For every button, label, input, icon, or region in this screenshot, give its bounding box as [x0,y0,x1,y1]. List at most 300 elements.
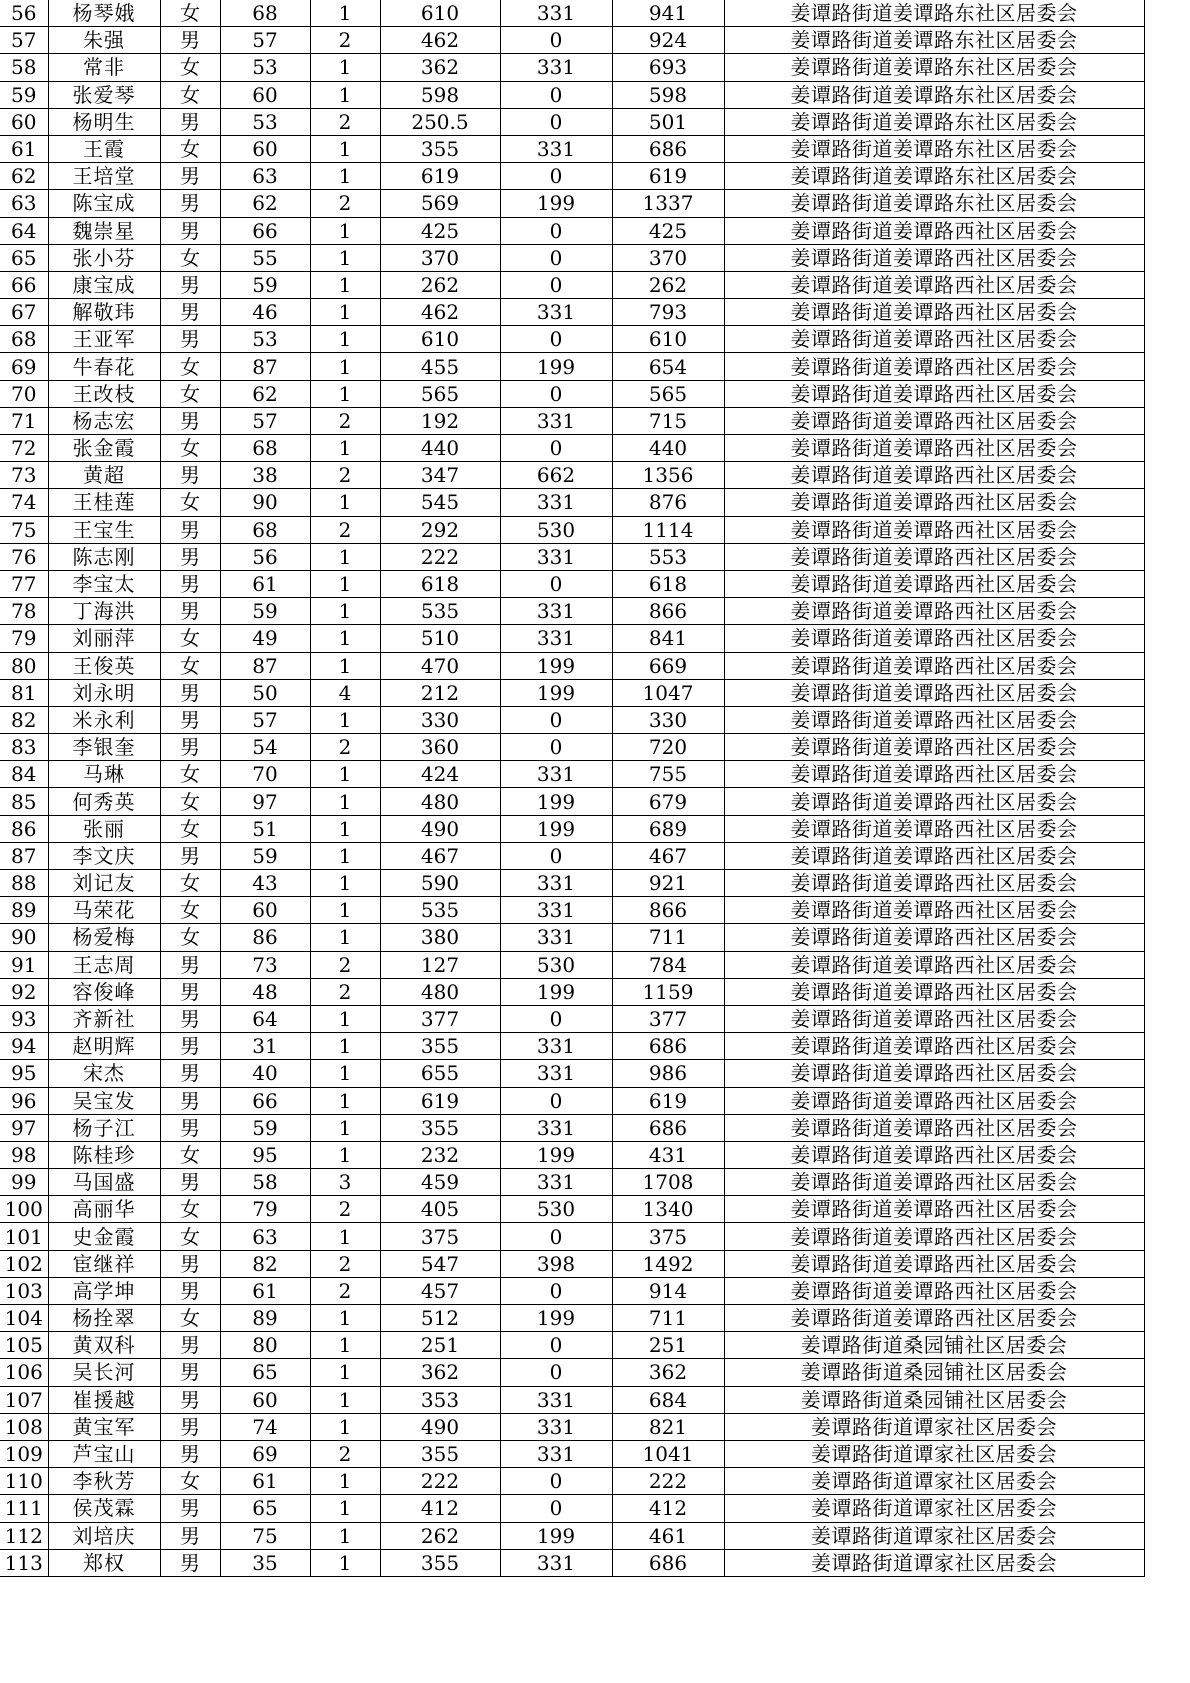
person-name-cell: 马琳 [48,761,160,788]
person-name-cell: 杨子江 [48,1114,160,1141]
income-cell: 355 [380,1549,500,1576]
subsidy-cell: 0 [500,271,612,298]
total-amount-cell: 755 [612,761,724,788]
total-amount-cell: 610 [612,326,724,353]
income-cell: 480 [380,788,500,815]
table-row [0,1169,1144,1196]
income-cell: 347 [380,462,500,489]
income-cell: 610 [380,326,500,353]
age-cell: 49 [220,625,310,652]
person-name-cell: 张丽 [48,815,160,842]
subsidy-cell: 331 [500,54,612,81]
age-cell: 57 [220,27,310,54]
income-cell: 127 [380,951,500,978]
total-amount-cell: 924 [612,27,724,54]
person-name-cell: 芦宝山 [48,1440,160,1467]
subsidy-cell: 0 [500,27,612,54]
subsidy-cell: 199 [500,652,612,679]
table-row [0,788,1144,815]
table-row [0,842,1144,869]
subsidy-cell: 0 [500,706,612,733]
community-office-cell: 姜谭路街道姜谭路东社区居委会 [724,81,1144,108]
community-office-cell: 姜谭路街道姜谭路西社区居委会 [724,1250,1144,1277]
row-number-cell: 73 [0,462,48,489]
income-cell: 355 [380,1440,500,1467]
household-size-cell: 1 [310,1005,380,1032]
row-number-cell: 92 [0,978,48,1005]
table-row [0,380,1144,407]
community-office-cell: 姜谭路街道姜谭路西社区居委会 [724,897,1144,924]
table-row [0,407,1144,434]
community-office-cell: 姜谭路街道桑园铺社区居委会 [724,1359,1144,1386]
subsidy-cell: 331 [500,543,612,570]
household-size-cell: 1 [310,761,380,788]
total-amount-cell: 425 [612,217,724,244]
community-office-cell: 姜谭路街道姜谭路西社区居委会 [724,516,1144,543]
table-row [0,734,1144,761]
subsidy-cell: 0 [500,1087,612,1114]
total-amount-cell: 711 [612,1305,724,1332]
gender-cell: 男 [160,1522,220,1549]
total-amount-cell: 684 [612,1386,724,1413]
household-size-cell: 1 [310,788,380,815]
subsidy-cell: 0 [500,244,612,271]
income-cell: 330 [380,706,500,733]
household-size-cell: 2 [310,190,380,217]
income-cell: 192 [380,407,500,434]
age-cell: 56 [220,543,310,570]
person-name-cell: 高学坤 [48,1277,160,1304]
table-row [0,326,1144,353]
household-size-cell: 1 [310,598,380,625]
gender-cell: 男 [160,1033,220,1060]
row-number-cell: 106 [0,1359,48,1386]
subsidy-cell: 530 [500,516,612,543]
gender-cell: 男 [160,706,220,733]
row-number-cell: 100 [0,1196,48,1223]
income-cell: 262 [380,271,500,298]
income-cell: 619 [380,163,500,190]
gender-cell: 男 [160,516,220,543]
table-row [0,353,1144,380]
row-number-cell: 108 [0,1413,48,1440]
household-size-cell: 1 [310,81,380,108]
community-office-cell: 姜谭路街道桑园铺社区居委会 [724,1386,1144,1413]
table-row [0,761,1144,788]
row-number-cell: 72 [0,435,48,462]
gender-cell: 女 [160,1141,220,1168]
income-cell: 292 [380,516,500,543]
person-name-cell: 王亚军 [48,326,160,353]
row-number-cell: 61 [0,135,48,162]
total-amount-cell: 565 [612,380,724,407]
age-cell: 69 [220,1440,310,1467]
row-number-cell: 63 [0,190,48,217]
row-number-cell: 64 [0,217,48,244]
table-row [0,217,1144,244]
person-name-cell: 黄宝军 [48,1413,160,1440]
gender-cell: 男 [160,842,220,869]
gender-cell: 女 [160,815,220,842]
age-cell: 46 [220,299,310,326]
total-amount-cell: 720 [612,734,724,761]
person-name-cell: 黄双科 [48,1332,160,1359]
age-cell: 68 [220,0,310,27]
income-cell: 590 [380,870,500,897]
age-cell: 80 [220,1332,310,1359]
subsidy-cell: 530 [500,951,612,978]
row-number-cell: 77 [0,570,48,597]
household-size-cell: 1 [310,1522,380,1549]
row-number-cell: 105 [0,1332,48,1359]
household-size-cell: 1 [310,163,380,190]
community-office-cell: 姜谭路街道姜谭路东社区居委会 [724,0,1144,27]
income-cell: 565 [380,380,500,407]
table-row [0,435,1144,462]
community-office-cell: 姜谭路街道姜谭路西社区居委会 [724,679,1144,706]
subsidy-cell: 199 [500,353,612,380]
household-size-cell: 2 [310,27,380,54]
household-size-cell: 1 [310,1386,380,1413]
row-number-cell: 62 [0,163,48,190]
table-row [0,1305,1144,1332]
household-size-cell: 1 [310,54,380,81]
total-amount-cell: 841 [612,625,724,652]
row-number-cell: 111 [0,1495,48,1522]
row-number-cell: 84 [0,761,48,788]
person-name-cell: 高丽华 [48,1196,160,1223]
age-cell: 60 [220,81,310,108]
age-cell: 51 [220,815,310,842]
row-number-cell: 79 [0,625,48,652]
community-office-cell: 姜谭路街道谭家社区居委会 [724,1468,1144,1495]
community-office-cell: 姜谭路街道姜谭路西社区居委会 [724,1196,1144,1223]
gender-cell: 男 [160,1359,220,1386]
row-number-cell: 94 [0,1033,48,1060]
table-row [0,1114,1144,1141]
subsidy-cell: 199 [500,815,612,842]
age-cell: 60 [220,897,310,924]
income-cell: 375 [380,1223,500,1250]
person-name-cell: 米永利 [48,706,160,733]
gender-cell: 女 [160,924,220,951]
person-name-cell: 黄超 [48,462,160,489]
table-row [0,897,1144,924]
person-name-cell: 康宝成 [48,271,160,298]
person-name-cell: 马荣花 [48,897,160,924]
community-office-cell: 姜谭路街道谭家社区居委会 [724,1549,1144,1576]
community-office-cell: 姜谭路街道姜谭路东社区居委会 [724,190,1144,217]
gender-cell: 女 [160,870,220,897]
community-office-cell: 姜谭路街道姜谭路西社区居委会 [724,1033,1144,1060]
total-amount-cell: 370 [612,244,724,271]
person-name-cell: 王霞 [48,135,160,162]
table-row [0,1495,1144,1522]
gender-cell: 男 [160,27,220,54]
gender-cell: 女 [160,1223,220,1250]
income-cell: 232 [380,1141,500,1168]
person-name-cell: 杨琴娥 [48,0,160,27]
age-cell: 75 [220,1522,310,1549]
row-number-cell: 87 [0,842,48,869]
person-name-cell: 张爱琴 [48,81,160,108]
total-amount-cell: 431 [612,1141,724,1168]
community-office-cell: 姜谭路街道姜谭路西社区居委会 [724,761,1144,788]
community-office-cell: 姜谭路街道姜谭路西社区居委会 [724,543,1144,570]
person-name-cell: 刘培庆 [48,1522,160,1549]
subsidy-cell: 0 [500,1223,612,1250]
row-number-cell: 109 [0,1440,48,1467]
total-amount-cell: 693 [612,54,724,81]
subsidy-cell: 331 [500,625,612,652]
community-office-cell: 姜谭路街道姜谭路西社区居委会 [724,815,1144,842]
income-cell: 480 [380,978,500,1005]
community-office-cell: 姜谭路街道姜谭路西社区居委会 [724,570,1144,597]
income-cell: 462 [380,27,500,54]
age-cell: 65 [220,1359,310,1386]
table-row [0,190,1144,217]
row-number-cell: 71 [0,407,48,434]
table-row [0,0,1144,27]
subsidy-cell: 331 [500,407,612,434]
row-number-cell: 102 [0,1250,48,1277]
subsidy-cell: 199 [500,788,612,815]
person-name-cell: 赵明辉 [48,1033,160,1060]
table-row [0,1033,1144,1060]
table-row [0,1277,1144,1304]
age-cell: 35 [220,1549,310,1576]
community-office-cell: 姜谭路街道谭家社区居委会 [724,1440,1144,1467]
subsidy-cell: 199 [500,1522,612,1549]
subsidy-cell: 331 [500,761,612,788]
household-size-cell: 1 [310,652,380,679]
household-size-cell: 1 [310,1141,380,1168]
age-cell: 66 [220,1087,310,1114]
row-number-cell: 86 [0,815,48,842]
community-office-cell: 姜谭路街道姜谭路西社区居委会 [724,1087,1144,1114]
age-cell: 62 [220,190,310,217]
person-name-cell: 张小芬 [48,244,160,271]
household-size-cell: 1 [310,1332,380,1359]
income-cell: 535 [380,897,500,924]
household-size-cell: 1 [310,706,380,733]
subsidy-cell: 331 [500,135,612,162]
subsidy-cell: 0 [500,734,612,761]
person-name-cell: 陈志刚 [48,543,160,570]
household-size-cell: 1 [310,380,380,407]
household-size-cell: 1 [310,570,380,597]
household-size-cell: 1 [310,815,380,842]
total-amount-cell: 686 [612,1033,724,1060]
community-office-cell: 姜谭路街道姜谭路西社区居委会 [724,625,1144,652]
household-size-cell: 1 [310,435,380,462]
table-row [0,462,1144,489]
age-cell: 59 [220,598,310,625]
household-size-cell: 1 [310,1114,380,1141]
community-office-cell: 姜谭路街道姜谭路西社区居委会 [724,299,1144,326]
community-office-cell: 姜谭路街道姜谭路西社区居委会 [724,271,1144,298]
gender-cell: 男 [160,1386,220,1413]
gender-cell: 男 [160,1413,220,1440]
total-amount-cell: 821 [612,1413,724,1440]
age-cell: 74 [220,1413,310,1440]
income-cell: 535 [380,598,500,625]
table-row [0,1250,1144,1277]
person-name-cell: 王宝生 [48,516,160,543]
age-cell: 86 [220,924,310,951]
total-amount-cell: 501 [612,108,724,135]
row-number-cell: 97 [0,1114,48,1141]
subsidy-cell: 0 [500,326,612,353]
age-cell: 59 [220,842,310,869]
subsidy-cell: 331 [500,897,612,924]
row-number-cell: 67 [0,299,48,326]
community-office-cell: 姜谭路街道姜谭路西社区居委会 [724,951,1144,978]
table-row [0,1468,1144,1495]
table-row [0,1332,1144,1359]
total-amount-cell: 876 [612,489,724,516]
community-office-cell: 姜谭路街道姜谭路东社区居委会 [724,163,1144,190]
person-name-cell: 王俊英 [48,652,160,679]
community-office-cell: 姜谭路街道姜谭路西社区居委会 [724,734,1144,761]
row-number-cell: 91 [0,951,48,978]
row-number-cell: 70 [0,380,48,407]
table-row [0,1359,1144,1386]
total-amount-cell: 793 [612,299,724,326]
table-row [0,81,1144,108]
gender-cell: 男 [160,543,220,570]
community-office-cell: 姜谭路街道姜谭路西社区居委会 [724,870,1144,897]
table-row [0,978,1144,1005]
subsidy-cell: 331 [500,0,612,27]
household-size-cell: 2 [310,1277,380,1304]
table-row [0,27,1144,54]
table-row [0,1141,1144,1168]
community-office-cell: 姜谭路街道姜谭路西社区居委会 [724,244,1144,271]
age-cell: 59 [220,271,310,298]
household-size-cell: 1 [310,897,380,924]
row-number-cell: 93 [0,1005,48,1032]
total-amount-cell: 784 [612,951,724,978]
gender-cell: 男 [160,326,220,353]
age-cell: 87 [220,652,310,679]
age-cell: 50 [220,679,310,706]
age-cell: 61 [220,1468,310,1495]
row-number-cell: 78 [0,598,48,625]
total-amount-cell: 686 [612,1549,724,1576]
total-amount-cell: 1159 [612,978,724,1005]
subsidy-cell: 530 [500,1196,612,1223]
table-row [0,706,1144,733]
table-row [0,1060,1144,1087]
row-number-cell: 60 [0,108,48,135]
income-cell: 424 [380,761,500,788]
person-name-cell: 崔援越 [48,1386,160,1413]
gender-cell: 男 [160,978,220,1005]
household-size-cell: 1 [310,271,380,298]
age-cell: 60 [220,135,310,162]
income-cell: 512 [380,1305,500,1332]
total-amount-cell: 654 [612,353,724,380]
community-office-cell: 姜谭路街道姜谭路西社区居委会 [724,462,1144,489]
row-number-cell: 66 [0,271,48,298]
table-row [0,625,1144,652]
age-cell: 54 [220,734,310,761]
gender-cell: 男 [160,1169,220,1196]
gender-cell: 男 [160,1005,220,1032]
subsidy-cell: 199 [500,190,612,217]
gender-cell: 女 [160,353,220,380]
age-cell: 57 [220,407,310,434]
table-row [0,951,1144,978]
total-amount-cell: 686 [612,1114,724,1141]
row-number-cell: 65 [0,244,48,271]
household-size-cell: 1 [310,625,380,652]
income-cell: 598 [380,81,500,108]
subsidy-cell: 0 [500,1359,612,1386]
household-size-cell: 4 [310,679,380,706]
gender-cell: 女 [160,625,220,652]
income-cell: 467 [380,842,500,869]
total-amount-cell: 866 [612,598,724,625]
household-size-cell: 1 [310,1060,380,1087]
subsidy-cell: 331 [500,1386,612,1413]
gender-cell: 男 [160,734,220,761]
total-amount-cell: 251 [612,1332,724,1359]
total-amount-cell: 440 [612,435,724,462]
total-amount-cell: 619 [612,163,724,190]
gender-cell: 女 [160,761,220,788]
age-cell: 43 [220,870,310,897]
household-size-cell: 2 [310,462,380,489]
gender-cell: 男 [160,190,220,217]
age-cell: 62 [220,380,310,407]
income-cell: 457 [380,1277,500,1304]
table-row [0,570,1144,597]
household-size-cell: 1 [310,1549,380,1576]
total-amount-cell: 222 [612,1468,724,1495]
person-name-cell: 齐新社 [48,1005,160,1032]
gender-cell: 女 [160,1305,220,1332]
household-size-cell: 1 [310,543,380,570]
gender-cell: 男 [160,951,220,978]
community-office-cell: 姜谭路街道姜谭路西社区居委会 [724,407,1144,434]
income-cell: 545 [380,489,500,516]
income-cell: 490 [380,1413,500,1440]
row-number-cell: 101 [0,1223,48,1250]
gender-cell: 男 [160,163,220,190]
age-cell: 79 [220,1196,310,1223]
subsidy-cell: 331 [500,598,612,625]
total-amount-cell: 1047 [612,679,724,706]
table-row [0,815,1144,842]
total-amount-cell: 598 [612,81,724,108]
subsidy-cell: 0 [500,81,612,108]
table-row [0,163,1144,190]
total-amount-cell: 1337 [612,190,724,217]
subsidy-cell: 199 [500,1305,612,1332]
row-number-cell: 85 [0,788,48,815]
subsidy-cell: 331 [500,1114,612,1141]
total-amount-cell: 262 [612,271,724,298]
household-size-cell: 1 [310,299,380,326]
subsidy-cell: 331 [500,489,612,516]
age-cell: 48 [220,978,310,1005]
row-number-cell: 69 [0,353,48,380]
total-amount-cell: 330 [612,706,724,733]
gender-cell: 女 [160,380,220,407]
gender-cell: 男 [160,570,220,597]
